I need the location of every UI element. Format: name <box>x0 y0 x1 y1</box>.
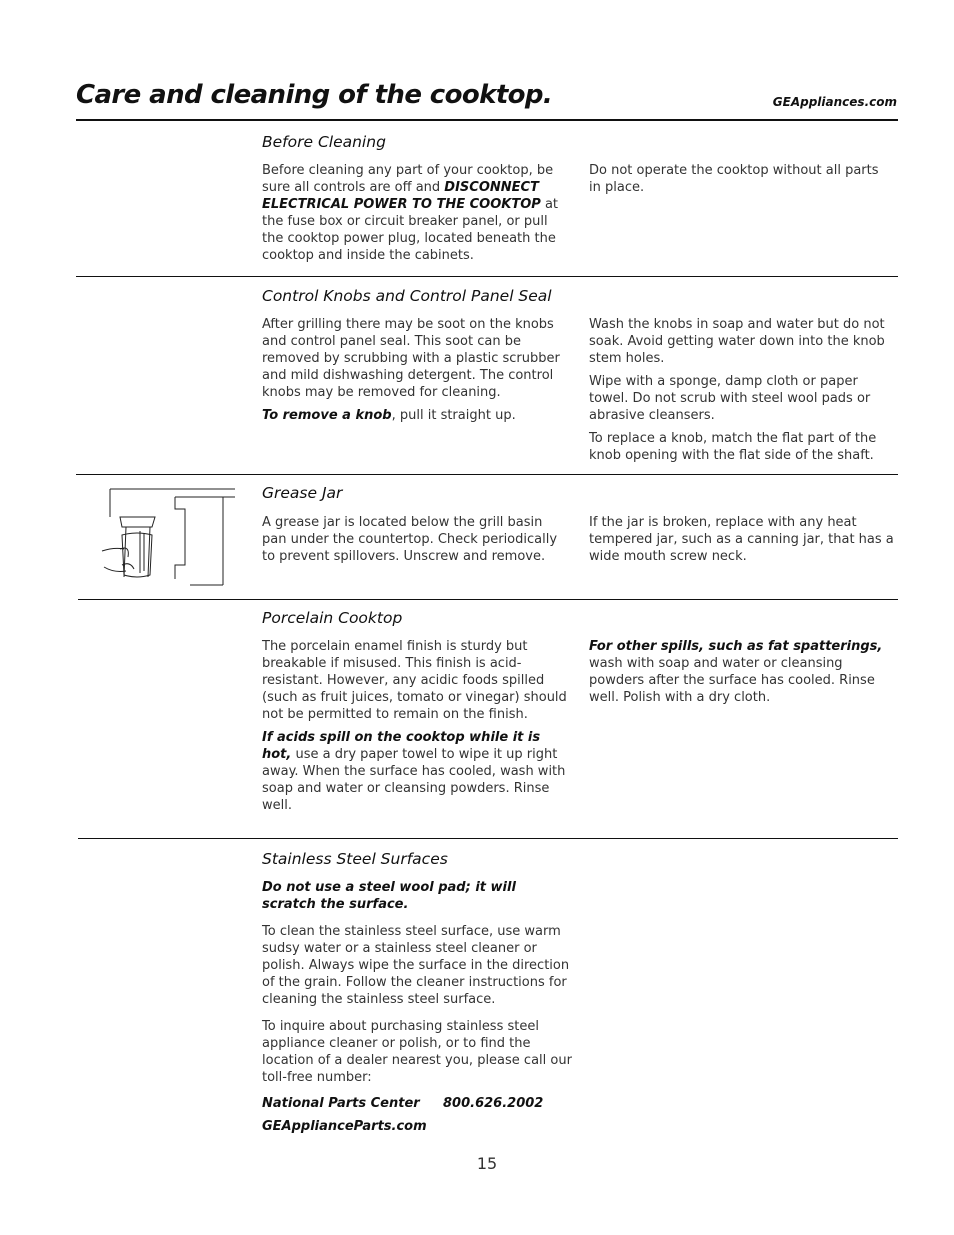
parts-center-phone[interactable]: 800.626.2002 <box>443 1096 544 1111</box>
header-rule <box>76 119 898 121</box>
other-spills-paragraph: For other spills, such as fat spatterings, wash with soap and water or cleansing powders after the surface has cooled. Rinse well. Polish with a dry cloth. <box>589 639 883 705</box>
porcelain-right-column <box>589 638 894 712</box>
parts-center-label: National Parts Center <box>262 1096 420 1111</box>
porcelain-heading: Porcelain Cooktop <box>262 609 403 627</box>
acid-spill-paragraph: If acids spill on the cooktop while it is hot, use a dry paper towel to wipe it up right away. When the surface has cooled, wash with soap and water or cleansing powders. Rinse well. <box>262 730 566 813</box>
grease-jar-illustration <box>100 487 240 589</box>
grease-jar-paragraph: A grease jar is located below the grill basin pan under the countertop. Check periodically to prevent spillovers. Unscrew and remove. <box>262 515 558 564</box>
parts-center-row <box>262 1096 544 1111</box>
soot-paragraph: After grilling there may be soot on the knobs and control panel seal. This soot can be removed by scrubbing with a plastic scrubber and mild dishwashing detergent. The control knobs may be removed for cleaning. <box>262 317 560 400</box>
section-divider <box>78 599 898 600</box>
control-knobs-heading: Control Knobs and Control Panel Seal <box>262 287 552 305</box>
wash-knobs-paragraph: Wash the knobs in soap and water but do not soak. Avoid getting water down into the knob stem holes. <box>589 317 885 366</box>
broken-jar-paragraph: If the jar is broken, replace with any heat tempered jar, such as a canning jar, that has a wide mouth screw neck. <box>589 515 894 564</box>
parts-website[interactable]: GEApplianceParts.com <box>262 1119 427 1134</box>
before-cleaning-heading: Before Cleaning <box>262 133 386 151</box>
control-knobs-right-column <box>589 316 899 470</box>
grease-jar-left-column <box>262 514 567 571</box>
porcelain-left-column <box>262 638 567 820</box>
website-link[interactable]: GEAppliances.com <box>772 95 897 109</box>
replace-knob-paragraph: To replace a knob, match the flat part of the knob opening with the flat side of the shaft. <box>589 431 877 463</box>
inquire-paragraph: To inquire about purchasing stainless steel appliance cleaner or polish, or to find the location of a dealer nearest you, please call our toll-free number: <box>262 1019 572 1085</box>
before-cleaning-left-column <box>262 162 567 270</box>
remove-knob-paragraph: To remove a knob, pull it straight up. <box>262 408 516 423</box>
wipe-paragraph: Wipe with a sponge, damp cloth or paper towel. Do not scrub with steel wool pads or abrasive cleansers. <box>589 374 871 423</box>
stainless-heading: Stainless Steel Surfaces <box>262 850 448 868</box>
section-divider <box>76 474 898 475</box>
disconnect-power-warning: DISCONNECT ELECTRICAL POWER TO THE COOKTOP <box>262 180 541 212</box>
grease-jar-right-column <box>589 514 899 571</box>
stainless-clean-paragraph: To clean the stainless steel surface, use warm sudsy water or a stainless steel cleaner or polish. Always wipe the surface in the direction of the grain. Follow the cleaner instructions for cleaning the stainless steel surface. <box>262 924 570 1007</box>
grease-jar-heading: Grease Jar <box>262 484 343 502</box>
porcelain-finish-paragraph: The porcelain enamel finish is sturdy but breakable if misused. This finish is acid-resistant. However, any acidic foods spilled (such as fruit juices, tomato or vinegar) should not be permitted to remain on the finish. <box>262 639 567 722</box>
control-knobs-left-column <box>262 316 567 430</box>
before-cleaning-note: Do not operate the cooktop without all parts in place. <box>589 163 879 195</box>
page-number: 15 <box>476 1154 498 1173</box>
section-divider <box>76 276 898 277</box>
page-title: Care and cleaning of the cooktop. <box>76 80 553 110</box>
before-cleaning-right-column <box>589 162 894 202</box>
before-cleaning-paragraph: Before cleaning any part of your cooktop, be sure all controls are off and DISCONNECT ELECTRICAL POWER TO THE COOKTOP at the fuse box or circuit breaker panel, or pull the cooktop power plug, located beneath the cooktop and inside the cabinets. <box>262 163 559 263</box>
section-divider <box>78 838 898 839</box>
stainless-column <box>262 879 572 1092</box>
steel-wool-warning: Do not use a steel wool pad; it will scratch the surface. <box>262 880 516 912</box>
